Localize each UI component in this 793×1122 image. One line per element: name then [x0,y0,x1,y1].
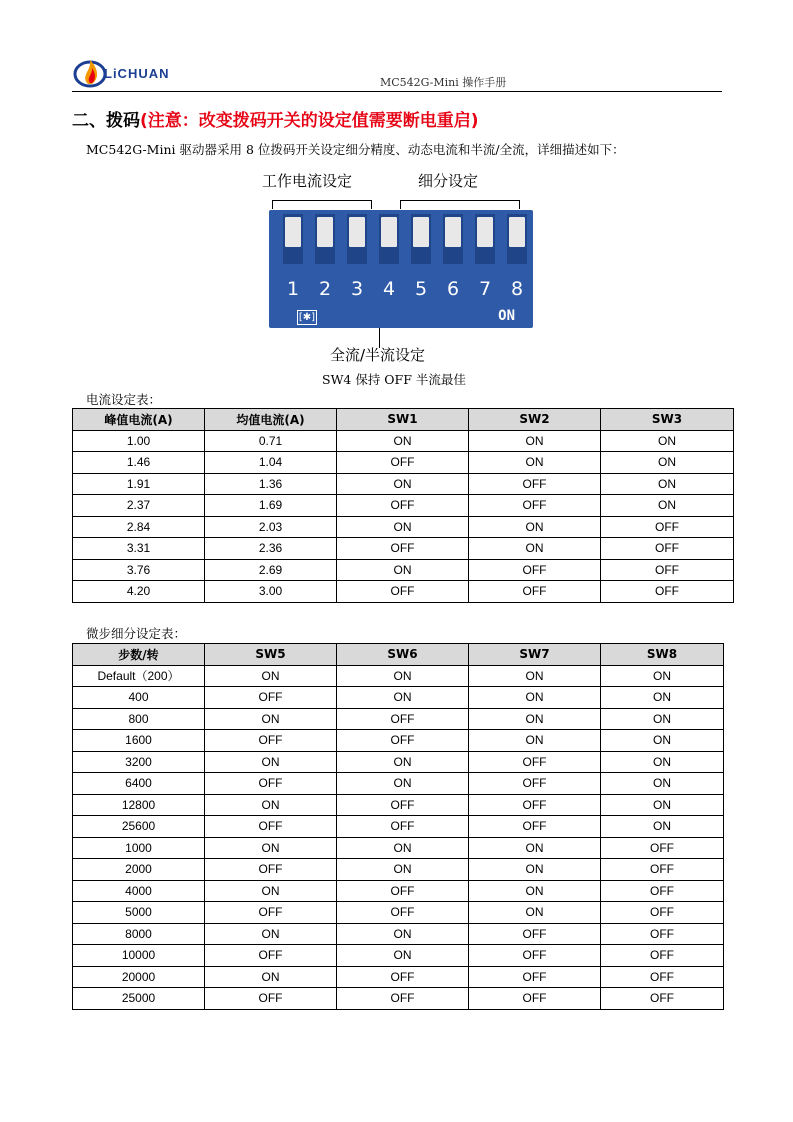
table-cell: OFF [205,816,337,838]
table-cell: ON [337,665,469,687]
switch-number: 5 [414,278,428,300]
table-cell: OFF [205,687,337,709]
dip-switch-5 [411,214,431,264]
table-cell: ON [205,708,337,730]
table-cell: 25600 [73,816,205,838]
table-row [73,538,734,560]
table-cell: ON [205,751,337,773]
table-cell: OFF [337,708,469,730]
table-cell: ON [205,880,337,902]
column-header: 步数/转 [73,644,205,666]
table-cell: OFF [337,816,469,838]
microstep-setting-label: 细分设定 [418,172,479,190]
table-header-row [73,409,734,431]
table-cell: ON [205,923,337,945]
table-cell: 2.37 [73,495,205,517]
table-cell: 3.00 [205,581,337,603]
table-cell: ON [469,687,601,709]
table-cell: ON [601,816,724,838]
table-row [73,859,724,881]
column-header: SW3 [601,409,734,431]
table-cell: 1.36 [205,473,337,495]
table-row [73,430,734,452]
table-cell: ON [601,495,734,517]
table-cell: 2000 [73,859,205,881]
table-cell: ON [337,923,469,945]
table-cell: OFF [601,538,734,560]
table-cell: OFF [337,966,469,988]
table-cell: OFF [337,581,469,603]
dip-switch-2 [315,214,335,264]
table-row [73,923,724,945]
table-cell: 1.46 [73,452,205,474]
table-cell: 12800 [73,794,205,816]
table-row [73,945,724,967]
table-cell: ON [601,730,724,752]
table-cell: OFF [337,452,469,474]
table-cell: ON [337,859,469,881]
dip-switch-8 [507,214,527,264]
table-cell: ON [337,687,469,709]
table-cell: OFF [601,966,724,988]
dip-switch-3 [347,214,367,264]
microstep-setting-table [72,643,724,1010]
table-cell: ON [601,665,724,687]
dip-knob [445,217,461,247]
column-header: SW6 [337,644,469,666]
table-row [73,559,734,581]
table-cell: OFF [469,923,601,945]
document-title: MC542G-Mini 操作手册 [380,76,507,89]
table-cell: OFF [469,988,601,1010]
table-row [73,794,724,816]
table-cell: ON [469,902,601,924]
dip-knob [317,217,333,247]
table-cell: 1.04 [205,452,337,474]
table-cell: OFF [469,751,601,773]
table-cell: OFF [601,902,724,924]
current-bracket [272,200,372,209]
current-table-caption: 电流设定表： [86,392,162,407]
table-row [73,473,734,495]
table-cell: OFF [337,495,469,517]
table-row [73,581,734,603]
table-cell: ON [469,452,601,474]
table-cell: 8000 [73,923,205,945]
table-row [73,708,724,730]
dip-knob [413,217,429,247]
halfflow-setting-label: 全流/半流设定 [330,346,426,364]
switch-number: 8 [510,278,524,300]
table-cell: 2.36 [205,538,337,560]
table-cell: OFF [601,945,724,967]
table-cell: ON [337,559,469,581]
dip-switch-body [269,210,533,328]
column-header: SW8 [601,644,724,666]
table-cell: OFF [601,923,724,945]
table-row [73,816,724,838]
table-cell: 1000 [73,837,205,859]
dip-knob [477,217,493,247]
table-cell: 1.91 [73,473,205,495]
dip-knob [285,217,301,247]
table-cell: ON [205,837,337,859]
brand-name: LiCHUAN [104,66,170,81]
table-cell: 3.76 [73,559,205,581]
table-cell: OFF [601,988,724,1010]
table-cell: ON [205,665,337,687]
table-cell: ON [601,751,724,773]
table-cell: OFF [469,794,601,816]
dip-switch-7 [475,214,495,264]
table-cell: OFF [469,773,601,795]
table-cell: OFF [337,902,469,924]
table-cell: OFF [205,988,337,1010]
table-cell: OFF [469,945,601,967]
column-header: 均值电流(A) [205,409,337,431]
column-header: SW2 [469,409,601,431]
table-row [73,495,734,517]
table-cell: OFF [337,880,469,902]
table-cell: ON [337,473,469,495]
current-setting-label: 工作电流设定 [262,172,353,190]
table-row [73,837,724,859]
table-cell: 25000 [73,988,205,1010]
table-cell: ON [469,730,601,752]
table-cell: 400 [73,687,205,709]
table-cell: OFF [337,538,469,560]
on-label: ON [498,308,515,324]
current-setting-table [72,408,734,603]
table-row [73,751,724,773]
table-row [73,880,724,902]
table-cell: ON [469,665,601,687]
table-cell: ON [205,794,337,816]
table-row [73,988,724,1010]
table-cell: 800 [73,708,205,730]
switch-mark: [✱] [298,312,316,323]
table-cell: OFF [469,495,601,517]
table-cell: OFF [469,581,601,603]
table-header-row [73,644,724,666]
table-cell: OFF [469,966,601,988]
table-cell: ON [337,751,469,773]
microstep-table-caption: 微步细分设定表： [86,626,187,641]
section-title [72,106,479,131]
table-cell: 3200 [73,751,205,773]
table-cell: 0.71 [205,430,337,452]
table-cell: 1.00 [73,430,205,452]
table-cell: 10000 [73,945,205,967]
switch-number: 2 [318,278,332,300]
dip-switch-6 [443,214,463,264]
table-cell: OFF [205,773,337,795]
table-cell: OFF [205,945,337,967]
table-cell: ON [469,430,601,452]
table-cell: ON [601,452,734,474]
table-cell: 6400 [73,773,205,795]
section-heading: 二、拨码 [72,111,140,131]
table-cell: OFF [601,859,724,881]
switch-number: 4 [382,278,396,300]
table-row [73,452,734,474]
table-cell: OFF [601,516,734,538]
table-cell: ON [337,430,469,452]
table-row [73,516,734,538]
table-cell: 1.69 [205,495,337,517]
intro-paragraph: MC542G-Mini 驱动器采用 8 位拨码开关设定细分精度、动态电流和半流/全流，详细描述如下： [86,142,625,157]
table-cell: ON [469,538,601,560]
table-cell: ON [205,966,337,988]
table-cell: ON [601,687,724,709]
switch-number: 7 [478,278,492,300]
table-cell: 2.84 [73,516,205,538]
table-cell: OFF [469,816,601,838]
dip-knob [349,217,365,247]
table-cell: ON [601,430,734,452]
table-cell: 20000 [73,966,205,988]
dip-switch-1 [283,214,303,264]
table-cell: OFF [601,559,734,581]
switch-number: 6 [446,278,460,300]
table-row [73,730,724,752]
table-cell: OFF [205,730,337,752]
table-cell: ON [469,516,601,538]
table-row [73,665,724,687]
table-cell: 5000 [73,902,205,924]
table-cell: OFF [205,902,337,924]
table-cell: ON [601,773,724,795]
table-cell: OFF [337,794,469,816]
table-cell: OFF [205,859,337,881]
table-cell: ON [601,794,724,816]
table-cell: 3.31 [73,538,205,560]
table-cell: ON [337,837,469,859]
table-cell: ON [469,859,601,881]
table-cell: ON [469,708,601,730]
table-cell: ON [469,837,601,859]
table-cell: ON [601,473,734,495]
table-cell: ON [337,516,469,538]
dip-switch-4 [379,214,399,264]
table-row [73,687,724,709]
table-cell: ON [337,773,469,795]
column-header: SW7 [469,644,601,666]
table-cell: OFF [469,559,601,581]
column-header: SW5 [205,644,337,666]
table-cell: 2.03 [205,516,337,538]
switch-number: 3 [350,278,364,300]
table-cell: 4.20 [73,581,205,603]
table-cell: OFF [601,837,724,859]
table-cell: OFF [469,473,601,495]
table-cell: 2.69 [205,559,337,581]
table-cell: 4000 [73,880,205,902]
table-cell: OFF [337,730,469,752]
header-divider [72,91,722,92]
table-cell: Default（200） [73,665,205,687]
sw4-note: SW4 保持 OFF 半流最佳 [322,372,466,387]
dip-knob [509,217,525,247]
column-header: SW1 [337,409,469,431]
table-cell: ON [469,880,601,902]
restart-warning: (注意：改变拨码开关的设定值需要断电重启) [140,111,479,131]
column-header: 峰值电流(A) [73,409,205,431]
table-cell: 1600 [73,730,205,752]
table-cell: ON [601,708,724,730]
switch-number: 1 [286,278,300,300]
table-cell: OFF [601,581,734,603]
dip-knob [381,217,397,247]
table-cell: OFF [601,880,724,902]
table-row [73,966,724,988]
microstep-bracket [400,200,520,209]
table-row [73,902,724,924]
table-cell: ON [337,945,469,967]
table-cell: OFF [337,988,469,1010]
table-row [73,773,724,795]
